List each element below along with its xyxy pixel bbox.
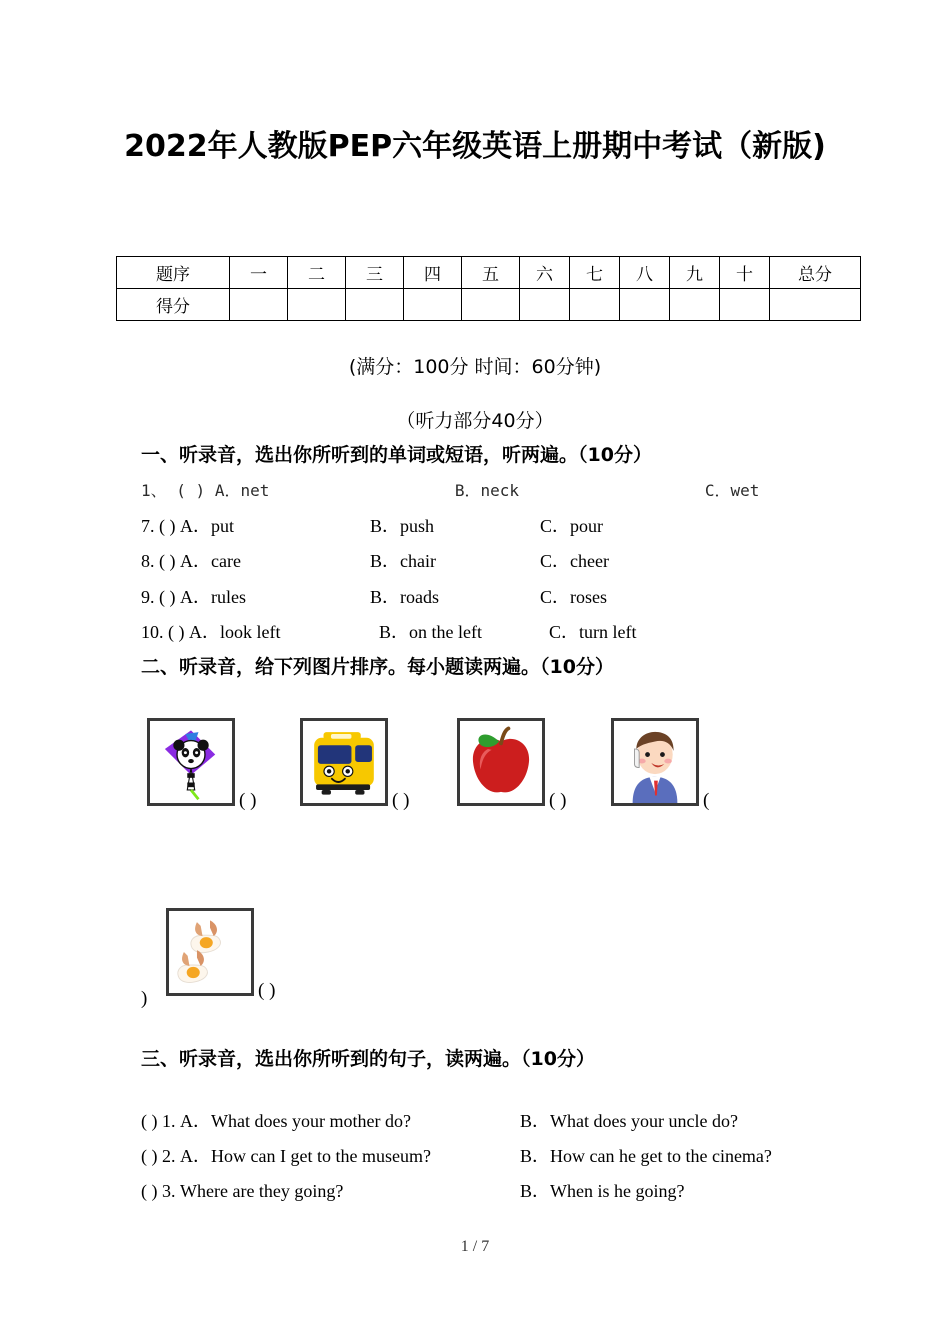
question-row-8	[141, 547, 921, 573]
question-number: 2.	[162, 1146, 176, 1166]
picture-item-5	[166, 908, 276, 1001]
question-row-s3-1	[141, 1107, 931, 1133]
picture-frame	[457, 718, 545, 806]
option-a[interactable]: Where are they going?	[180, 1181, 344, 1201]
question-row-9	[141, 583, 921, 609]
picture-frame	[611, 718, 699, 806]
fried-eggs-image	[169, 911, 251, 993]
option-a[interactable]: A．net	[214, 481, 270, 500]
wrapped-answer-blank[interactable]: )	[141, 988, 148, 1009]
page-title: 2022年人教版PEP六年级英语上册期中考试（新版)	[124, 129, 826, 164]
answer-blank[interactable]: ( )	[159, 551, 176, 571]
table-cell-score-9[interactable]	[670, 289, 720, 321]
boy-on-phone-image	[614, 721, 696, 803]
option-b[interactable]: B．push	[370, 516, 435, 536]
question-number: 8.	[141, 551, 155, 571]
option-b[interactable]: B．neck	[454, 481, 519, 500]
answer-blank[interactable]: ( )	[141, 1111, 158, 1131]
table-cell-score-7[interactable]	[570, 289, 620, 321]
option-b[interactable]: B．roads	[370, 587, 439, 607]
option-c[interactable]: C．turn left	[549, 622, 637, 642]
option-b[interactable]: B．How can he get to the cinema?	[520, 1146, 772, 1166]
table-cell-header-label: 题序	[117, 257, 230, 289]
section-heading-2: 二、听录音，给下列图片排序。每小题读两遍。（10分）	[141, 656, 614, 678]
answer-blank[interactable]: ( )	[239, 790, 257, 811]
table-cell-score-6[interactable]	[520, 289, 570, 321]
question-row-10	[141, 618, 921, 644]
question-number: 3.	[162, 1181, 176, 1201]
question-number: 9.	[141, 587, 155, 607]
table-cell-header-9: 九	[670, 257, 720, 289]
answer-blank[interactable]: ( )	[159, 587, 176, 607]
table-cell-score-8[interactable]	[620, 289, 670, 321]
table-cell-header-total: 总分	[770, 257, 861, 289]
table-cell-score-4[interactable]	[404, 289, 462, 321]
listening-part-line: （听力部分40分）	[396, 410, 554, 432]
score-table	[116, 256, 861, 321]
option-b[interactable]: B．What does your uncle do?	[520, 1111, 738, 1131]
answer-blank[interactable]: ( )	[549, 790, 567, 811]
option-a[interactable]: A．How can I get to the museum?	[180, 1146, 431, 1166]
picture-item-4	[611, 718, 710, 811]
table-cell-header-2: 二	[288, 257, 346, 289]
answer-blank[interactable]: ( )	[258, 980, 276, 1001]
question-row-s3-3	[141, 1177, 931, 1203]
option-c[interactable]: C．wet	[704, 481, 760, 500]
section-heading-1: 一、听录音，选出你所听到的单词或短语，听两遍。（10分）	[141, 444, 652, 466]
question-row-s3-2	[141, 1142, 931, 1168]
kite-panda-image	[150, 721, 232, 803]
table-cell-header-7: 七	[570, 257, 620, 289]
picture-frame	[147, 718, 235, 806]
question-number: 1.	[162, 1111, 176, 1131]
picture-ordering-row-2	[141, 908, 541, 1018]
option-b[interactable]: B．When is he going?	[520, 1181, 685, 1201]
table-row-header	[117, 257, 861, 289]
table-cell-header-4: 四	[404, 257, 462, 289]
table-row-score	[117, 289, 861, 321]
answer-blank[interactable]: ( )	[392, 790, 410, 811]
option-b[interactable]: B．on the left	[379, 622, 482, 642]
option-a[interactable]: A．rules	[180, 587, 246, 607]
option-b[interactable]: B．chair	[370, 551, 436, 571]
table-cell-header-5: 五	[462, 257, 520, 289]
question-row-1	[141, 478, 921, 501]
picture-ordering-row-1	[141, 718, 941, 828]
table-cell-header-8: 八	[620, 257, 670, 289]
school-bus-image	[303, 721, 385, 803]
question-row-7	[141, 512, 921, 538]
picture-item-3	[457, 718, 567, 811]
option-c[interactable]: C．pour	[540, 516, 603, 536]
answer-blank[interactable]: ( )	[159, 516, 176, 536]
table-cell-score-3[interactable]	[346, 289, 404, 321]
question-number: 1、	[141, 481, 167, 500]
option-a[interactable]: A．care	[180, 551, 241, 571]
question-number: 7.	[141, 516, 155, 536]
answer-blank[interactable]: ( )	[141, 1181, 158, 1201]
table-cell-score-label: 得分	[117, 289, 230, 321]
table-cell-score-10[interactable]	[720, 289, 770, 321]
picture-frame	[300, 718, 388, 806]
table-cell-header-3: 三	[346, 257, 404, 289]
section-heading-3: 三、听录音，选出你所听到的句子，读两遍。（10分）	[141, 1048, 595, 1070]
picture-frame	[166, 908, 254, 996]
answer-blank[interactable]: ( )	[168, 622, 185, 642]
answer-blank[interactable]: ( )	[141, 1146, 158, 1166]
table-cell-score-5[interactable]	[462, 289, 520, 321]
question-number: 10.	[141, 622, 164, 642]
table-cell-score-1[interactable]	[230, 289, 288, 321]
option-c[interactable]: C．cheer	[540, 551, 609, 571]
option-c[interactable]: C．roses	[540, 587, 607, 607]
picture-item-2	[300, 718, 410, 811]
table-cell-header-6: 六	[520, 257, 570, 289]
table-cell-header-1: 一	[230, 257, 288, 289]
red-apple-image	[460, 721, 542, 803]
answer-blank[interactable]: ( )	[176, 481, 206, 500]
table-cell-score-total[interactable]	[770, 289, 861, 321]
answer-blank[interactable]: (	[703, 790, 710, 811]
page-number-footer: 1 / 7	[460, 1238, 490, 1255]
full-score-line: (满分：100分 时间：60分钟)	[348, 356, 602, 378]
option-a[interactable]: A．What does your mother do?	[180, 1111, 411, 1131]
picture-item-1	[147, 718, 257, 811]
option-a[interactable]: A．put	[180, 516, 234, 536]
table-cell-score-2[interactable]	[288, 289, 346, 321]
table-cell-header-10: 十	[720, 257, 770, 289]
option-a[interactable]: A．look left	[189, 622, 281, 642]
